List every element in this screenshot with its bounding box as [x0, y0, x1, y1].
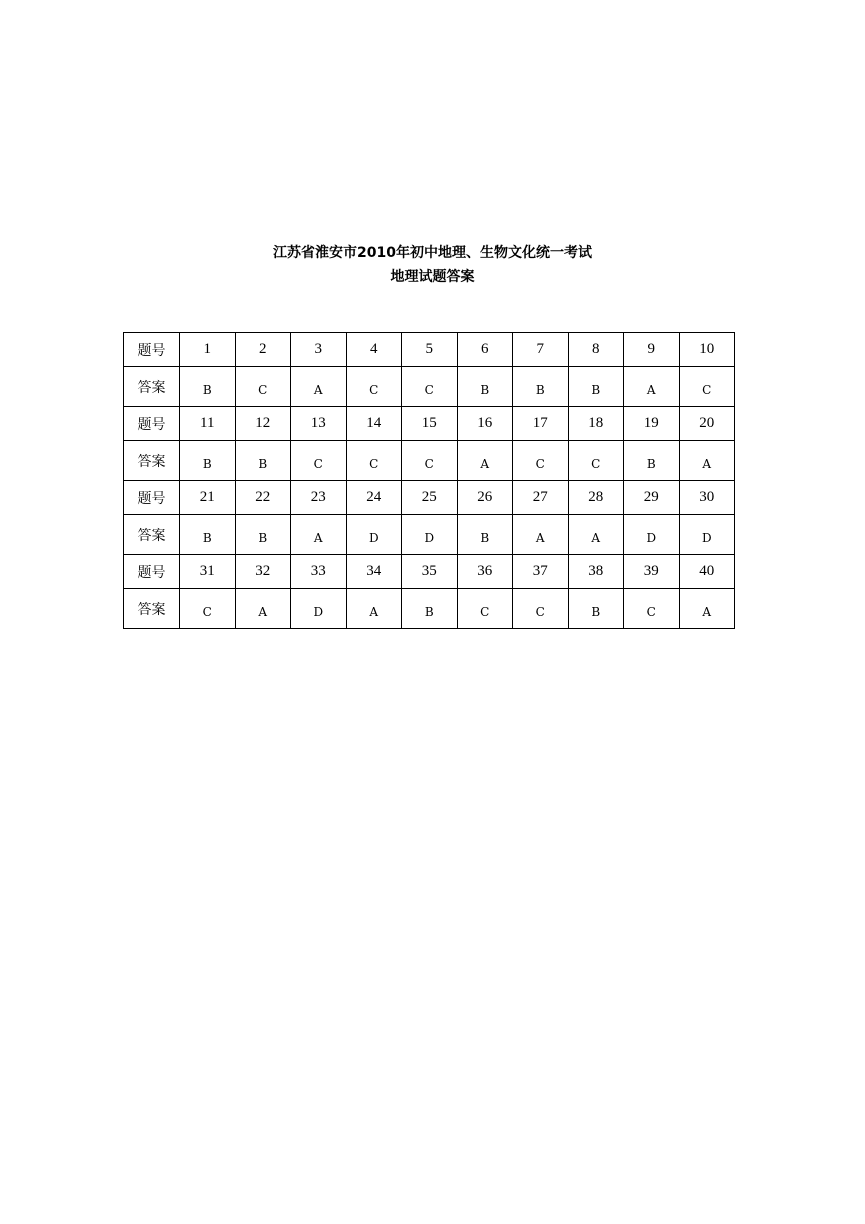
- question-number-cell: 37: [513, 555, 569, 589]
- answer-row: [124, 589, 735, 629]
- question-number-cell: 2: [235, 333, 291, 367]
- question-number-cell: 33: [291, 555, 347, 589]
- question-number-cell: 20: [679, 407, 735, 441]
- question-number-cell: 3: [291, 333, 347, 367]
- question-number-cell: 27: [513, 481, 569, 515]
- answer-cell: B: [235, 515, 291, 555]
- answer-cell: A: [624, 367, 680, 407]
- answer-cell: B: [457, 367, 513, 407]
- answer-cell: A: [346, 589, 402, 629]
- answer-cell: C: [679, 367, 735, 407]
- answer-cell: C: [624, 589, 680, 629]
- answer-cell: B: [624, 441, 680, 481]
- answer-cell: C: [402, 367, 458, 407]
- answer-cell: D: [402, 515, 458, 555]
- question-number-cell: 18: [568, 407, 624, 441]
- question-number-cell: 39: [624, 555, 680, 589]
- answer-cell: B: [235, 441, 291, 481]
- answer-cell: C: [457, 589, 513, 629]
- answer-row: [124, 441, 735, 481]
- answer-row-label: 答案: [124, 367, 180, 407]
- answer-cell: A: [513, 515, 569, 555]
- answer-cell: C: [180, 589, 236, 629]
- question-number-cell: 36: [457, 555, 513, 589]
- answer-cell: A: [679, 441, 735, 481]
- question-number-cell: 29: [624, 481, 680, 515]
- answer-cell: D: [624, 515, 680, 555]
- question-number-cell: 21: [180, 481, 236, 515]
- question-number-cell: 7: [513, 333, 569, 367]
- answer-row: [124, 515, 735, 555]
- answer-row-label: 答案: [124, 441, 180, 481]
- answer-cell: C: [513, 441, 569, 481]
- answer-table: [123, 332, 735, 629]
- question-number-cell: 10: [679, 333, 735, 367]
- question-number-cell: 38: [568, 555, 624, 589]
- question-number-cell: 19: [624, 407, 680, 441]
- question-number-cell: 35: [402, 555, 458, 589]
- answer-cell: B: [568, 589, 624, 629]
- document-subtitle: 地理试题答案: [390, 269, 475, 285]
- answer-cell: C: [402, 441, 458, 481]
- answer-cell: C: [291, 441, 347, 481]
- answer-cell: B: [402, 589, 458, 629]
- question-number-row: [124, 333, 735, 367]
- answer-cell: D: [346, 515, 402, 555]
- answer-cell: B: [180, 367, 236, 407]
- answer-cell: C: [568, 441, 624, 481]
- question-number-cell: 22: [235, 481, 291, 515]
- document-title: 江苏省淮安市2010年初中地理、生物文化统一考试: [273, 245, 592, 261]
- question-row-label: 题号: [124, 407, 180, 441]
- question-number-cell: 40: [679, 555, 735, 589]
- answer-row-label: 答案: [124, 515, 180, 555]
- question-number-cell: 5: [402, 333, 458, 367]
- question-number-cell: 24: [346, 481, 402, 515]
- answer-cell: B: [457, 515, 513, 555]
- question-number-cell: 14: [346, 407, 402, 441]
- answer-cell: A: [291, 515, 347, 555]
- answer-row: [124, 367, 735, 407]
- question-number-cell: 6: [457, 333, 513, 367]
- question-number-cell: 23: [291, 481, 347, 515]
- answer-cell: A: [291, 367, 347, 407]
- question-number-cell: 16: [457, 407, 513, 441]
- question-number-row: [124, 481, 735, 515]
- question-row-label: 题号: [124, 481, 180, 515]
- answer-cell: B: [513, 367, 569, 407]
- question-number-cell: 26: [457, 481, 513, 515]
- question-row-label: 题号: [124, 333, 180, 367]
- question-number-cell: 34: [346, 555, 402, 589]
- answer-cell: C: [346, 441, 402, 481]
- answer-cell: C: [346, 367, 402, 407]
- question-number-cell: 25: [402, 481, 458, 515]
- question-number-cell: 12: [235, 407, 291, 441]
- question-row-label: 题号: [124, 555, 180, 589]
- question-number-cell: 17: [513, 407, 569, 441]
- question-number-row: [124, 407, 735, 441]
- question-number-cell: 31: [180, 555, 236, 589]
- question-number-cell: 15: [402, 407, 458, 441]
- answer-cell: D: [679, 515, 735, 555]
- question-number-cell: 11: [180, 407, 236, 441]
- answer-cell: C: [513, 589, 569, 629]
- answer-cell: B: [180, 441, 236, 481]
- question-number-cell: 8: [568, 333, 624, 367]
- question-number-cell: 13: [291, 407, 347, 441]
- answer-row-label: 答案: [124, 589, 180, 629]
- question-number-cell: 1: [180, 333, 236, 367]
- answer-cell: B: [568, 367, 624, 407]
- question-number-row: [124, 555, 735, 589]
- answer-cell: A: [457, 441, 513, 481]
- answer-cell: A: [679, 589, 735, 629]
- question-number-cell: 28: [568, 481, 624, 515]
- question-number-cell: 30: [679, 481, 735, 515]
- answer-cell: A: [235, 589, 291, 629]
- answer-cell: C: [235, 367, 291, 407]
- question-number-cell: 9: [624, 333, 680, 367]
- question-number-cell: 32: [235, 555, 291, 589]
- answer-table-body: [124, 333, 735, 629]
- answer-cell: B: [180, 515, 236, 555]
- answer-cell: D: [291, 589, 347, 629]
- question-number-cell: 4: [346, 333, 402, 367]
- answer-cell: A: [568, 515, 624, 555]
